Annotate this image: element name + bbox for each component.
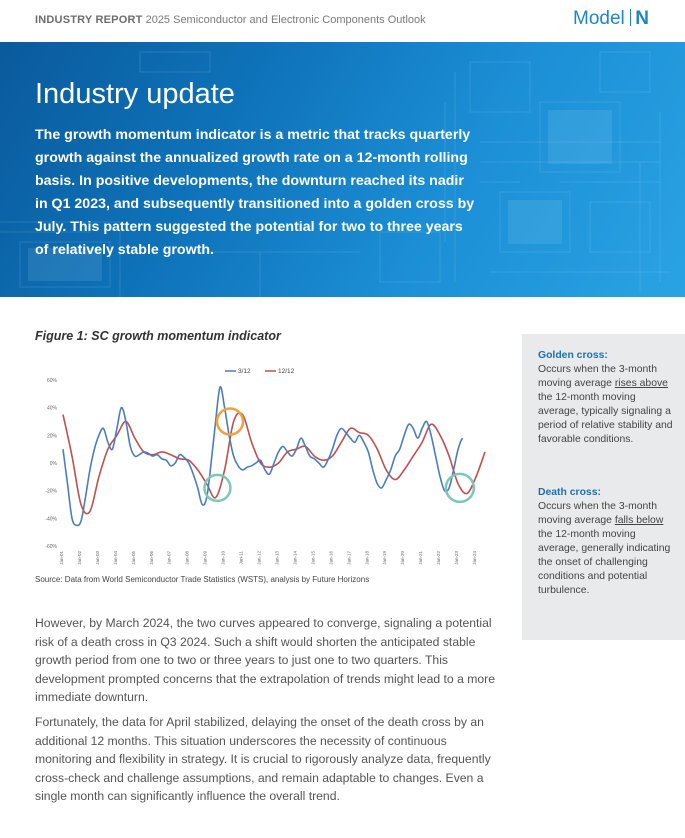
y-tick-label: 40%: [46, 405, 57, 412]
legend-label: 12/12: [278, 368, 295, 375]
x-tick-label: Jan-18: [364, 551, 370, 565]
x-tick-label: Jan-13: [274, 551, 280, 565]
logo-mark: N: [635, 8, 649, 29]
x-tick-label: Jan-15: [310, 551, 316, 565]
golden-cross-definition: [538, 349, 678, 447]
figure-source: Source: Data from World Semiconductor Trade Statistics (WSTS), analysis by Future Horizons: [35, 575, 370, 584]
logo-divider: [630, 9, 632, 26]
logo-text: Model: [573, 8, 625, 29]
report-tag: [35, 14, 426, 26]
x-tick-label: Jan-02: [76, 551, 82, 565]
golden-cross-text-1: Occurs when the 3-month moving average: [538, 364, 657, 389]
x-tick-label: Jan-12: [256, 551, 262, 565]
x-tick-label: Jan-22: [436, 551, 442, 565]
figure-title: Figure 1: SC growth momentum indicator: [35, 329, 281, 343]
x-tick-label: Jan-07: [166, 551, 172, 565]
x-tick-label: Jan-04: [112, 551, 118, 565]
model-n-logo: [573, 8, 649, 30]
x-tick-label: Jan-06: [148, 551, 154, 565]
golden-cross-emphasis: rises above: [614, 378, 668, 389]
x-tick-label: Jan-17: [346, 551, 352, 565]
death-cross-text-2: the 12-month moving average, generally indicating the onset of challenging conditions and potential turbulence.: [538, 529, 671, 596]
x-tick-label: Jan-20: [400, 551, 406, 565]
y-tick-label: -20%: [45, 488, 57, 495]
x-tick-label: Jan-03: [94, 551, 100, 565]
death-cross-definition: [538, 486, 678, 598]
x-tick-label: Jan-05: [130, 551, 136, 565]
x-tick-label: Jan-09: [202, 551, 208, 565]
x-tick-label: Jan-10: [220, 551, 226, 565]
hero-title: Industry update: [35, 78, 235, 110]
death-cross-emphasis: falls below: [614, 515, 664, 526]
x-tick-label: Jan-23: [454, 551, 460, 565]
legend-label: 3/12: [238, 368, 251, 375]
hero-intro: The growth momentum indicator is a metric that tracks quarterly growth against the annualized growth rate on a 12-month rolling basis. In positive developments, the downturn reached its nadir in Q1 2023, and subsequently transitioned into a golden cross by July. This pattern suggested the potential for two to three years of relatively stable growth.: [35, 127, 475, 258]
golden-cross-title: Golden cross:: [538, 350, 608, 361]
y-tick-label: 0%: [49, 461, 57, 467]
x-tick-label: Jan-19: [382, 551, 388, 565]
report-title: 2025 Semiconductor and Electronic Components Outlook: [145, 14, 426, 26]
series-3-12-line: [63, 387, 463, 526]
x-tick-label: Jan-01: [59, 551, 64, 565]
x-tick-label: Jan-16: [328, 551, 334, 565]
death-cross-text-1: Occurs when the 3-month moving average: [538, 501, 657, 526]
report-label: INDUSTRY REPORT: [35, 14, 143, 26]
x-tick-label: Jan-11: [238, 551, 244, 565]
body-paragraph-2: Fortunately, the data for April stabilized, delaying the onset of the death cross by an additional 12 months. This situation underscores the necessity of continuous monitoring and flexibility in strategy. It is crucial to rigorously analyze data, frequently cross-check and challenge assumptions, and remain adaptable to changes. Even a single month can significantly influence the overall trend.: [35, 715, 491, 803]
x-tick-label: Jan-08: [184, 551, 190, 565]
report-header: [0, 0, 685, 42]
definitions-sidebar: [522, 334, 685, 640]
y-tick-label: -60%: [45, 544, 57, 550]
golden-cross-highlight: [217, 409, 243, 435]
y-tick-label: -40%: [45, 516, 57, 523]
y-tick-label: 20%: [46, 433, 57, 440]
x-tick-label: Jan-14: [292, 551, 298, 565]
growth-momentum-chart: [35, 362, 495, 572]
y-tick-label: 60%: [46, 378, 57, 384]
hero-banner: [0, 42, 685, 297]
death-cross-title: Death cross:: [538, 487, 601, 498]
body-paragraph-1: However, by March 2024, the two curves appeared to converge, signaling a potential risk of a death cross in Q3 2024. Such a shift would shorten the anticipated stable growth period from one to two or three years to just one to two quarters. This development prompted concerns that the extrapolation of trends might lead to a more immediate downturn.: [35, 616, 496, 704]
golden-cross-text-2: the 12-month moving average, typically signaling a period of relative stability and favorable conditions.: [538, 392, 673, 445]
x-tick-label: Jan-21: [418, 551, 424, 565]
x-tick-label: Jan-24: [472, 551, 478, 565]
